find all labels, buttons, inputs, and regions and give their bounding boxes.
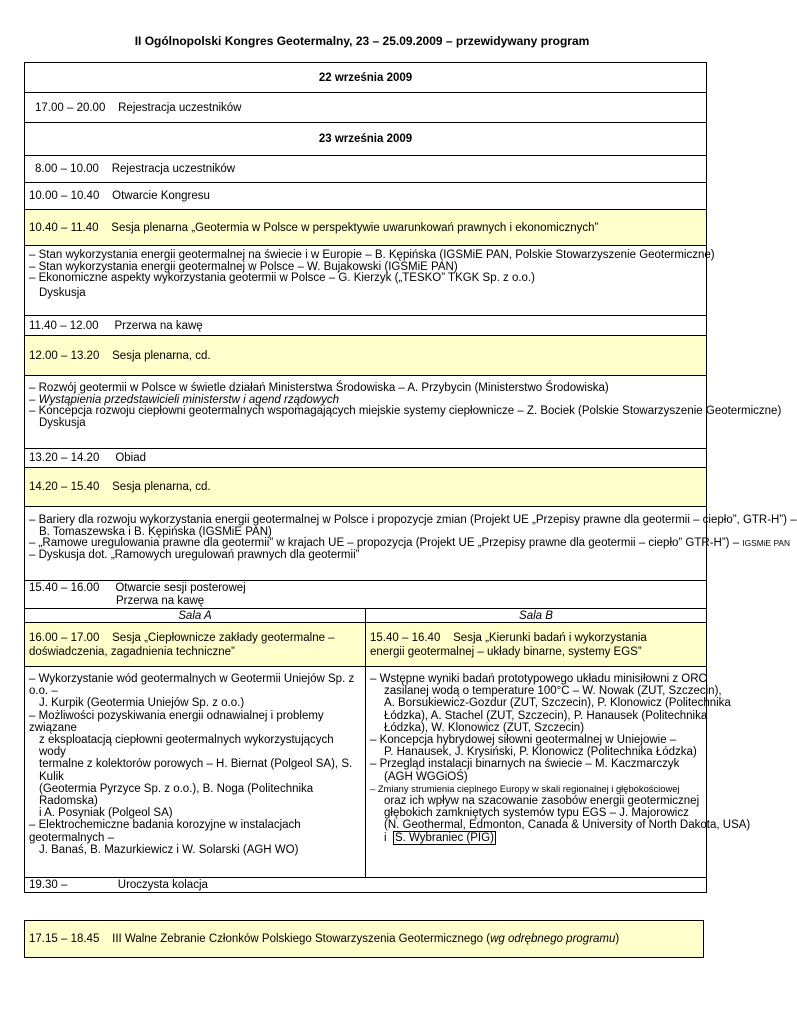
list-item: Dyskusja — [39, 286, 86, 299]
session2-time: 12.00 – 13.20 — [29, 349, 100, 362]
list-item: głębokich zamkniętych systemów typu EGS – J. Majorowicz — [384, 807, 689, 820]
list-item: – Stan wykorzystania energii geotermalnej na świecie i w Europie – B. Kępińska (IGSMiE PAN, Polskie Stowarzyszenie Geotermiczne) — [29, 249, 715, 261]
list-item: – Wystąpienia przedstawicieli ministerstw i agend rządowych — [29, 393, 339, 406]
session3-row — [25, 468, 707, 507]
list-item-org: IGSMiE PAN — [742, 538, 791, 549]
assembly-label-end: ) — [615, 933, 620, 945]
sala-b-label: Sesja „Kierunki badań i wykorzystania — [453, 631, 647, 644]
list-item: i A. Posyniak (Polgeol SA) — [39, 807, 173, 820]
day2-reg-label: Rejestracja uczestników — [111, 163, 236, 175]
sala-a-session — [25, 623, 366, 667]
dinner-label: Uroczysta kolacja — [117, 879, 208, 891]
page-title: II Ogólnopolski Kongres Geotermalny, 23 – 25.09.2009 – przewidywany program — [134, 34, 590, 48]
sala-a-header: Sala A — [25, 609, 366, 623]
list-item: P. Hanausek, J. Krysiński, P. Klonowicz (Politechnika Łódzka) — [384, 746, 697, 759]
list-item: Dyskusja — [39, 416, 86, 429]
day2-reg-time: 8.00 – 10.00 — [35, 163, 99, 175]
list-item: – Wstępne wyniki badań prototypowego układu minisiłowni z ORC — [370, 673, 707, 685]
day2-registration-row — [25, 156, 707, 183]
day2-date: 23 września 2009 — [25, 123, 707, 156]
session2-row — [25, 336, 707, 376]
session3-items — [25, 507, 797, 581]
opening-row — [25, 183, 707, 210]
poster-time: 15.40 – 16.00 — [29, 581, 100, 594]
sala-b-label-cont: energii geotermalnej – układy binarne, systemy EGS” — [370, 645, 642, 658]
list-item: (N. Geothermal, Edmonton, Canada & University of North Dakota, USA) — [384, 819, 751, 832]
session3-label: Sesja plenarna, cd. — [112, 481, 211, 493]
list-item-text: – „Ramowe uregulowania prawne dla geotermii” w krajach UE – propozycja (Projekt UE „Przepisy prawne dla geotermii – ciepło” GTR-H”) – — [29, 537, 740, 550]
list-item: – Bariery dla rozwoju wykorzystania energii geotermalnej w Polsce i propozycje zmian (Projekt UE „Przepisy prawne dla geotermii – ciepło”, GTR-H”) – — [29, 514, 797, 526]
dinner-row — [25, 878, 707, 893]
sala-b-session — [366, 623, 707, 667]
list-item: B. Tomaszewska i B. Kępińska (IGSMiE PAN) — [39, 525, 272, 538]
day1-reg-label: Rejestracja uczestników — [118, 101, 242, 114]
session1-items — [25, 246, 715, 316]
assembly-time: 17.15 – 18.45 — [29, 933, 100, 945]
day1-date: 22 września 2009 — [25, 63, 707, 93]
session1-row — [25, 210, 707, 246]
day1-reg-time: 17.00 – 20.00 — [35, 101, 106, 114]
session1-time: 10.40 – 11.40 — [29, 221, 99, 234]
list-item: oraz ich wpływ na szacowanie zasobów energii geotermicznej — [384, 795, 700, 808]
list-item: – Rozwój geotermii w Polsce w świetle działań Ministerstwa Środowiska – A. Przybycin (Ministerstwo Środowiska) — [29, 382, 609, 394]
list-item: Łódzka), W. Klonowicz (ZUT, Szczecin) — [384, 721, 585, 734]
poster-label: Otwarcie sesji posterowej — [115, 581, 246, 594]
session1-label: Sesja plenarna „Geotermia w Polsce w perspektywie uwarunkowań prawnych i ekonomicznych” — [111, 221, 599, 234]
general-assembly-row — [24, 920, 704, 958]
poster-break-label: Przerwa na kawę — [116, 594, 205, 607]
sala-a-label: Sesja „Ciepłownicze zakłady geotermalne – — [112, 631, 335, 644]
list-item: – Zmiany strumienia cieplnego Europy w skali regionalnej i głębokościowej — [370, 782, 680, 794]
break1-label: Przerwa na kawę — [114, 319, 203, 332]
sala-a-items — [25, 667, 366, 878]
break1-time: 11.40 – 12.00 — [29, 319, 99, 332]
sala-a-time: 16.00 – 17.00 — [29, 631, 100, 644]
program-table — [24, 62, 797, 893]
break1-row — [25, 316, 707, 336]
sala-a-label-cont: doświadczenia, zagadnienia techniczne” — [29, 645, 235, 658]
boxed-author: S. Wybraniec (PIG) — [394, 831, 494, 844]
lunch-time: 13.20 – 14.20 — [29, 452, 100, 464]
sala-b-time: 15.40 – 16.40 — [370, 631, 441, 644]
opening-time: 10.00 – 10.40 — [29, 190, 100, 202]
list-item: A. Borsukiewicz-Gozdur (ZUT, Szczecin), P. Klonowicz (Politechnika — [384, 697, 731, 710]
session3-time: 14.20 – 15.40 — [29, 481, 100, 493]
list-item — [370, 832, 702, 844]
list-item: – Stan wykorzystania energii geotermalnej w Polsce – W. Bujakowski (IGSMiE PAN) — [29, 260, 458, 273]
list-item: Łódzka), A. Stachel (ZUT, Szczecin), P. Hanausek (Politechnika — [384, 709, 708, 722]
list-item: – Koncepcja hybrydowej siłowni geotermalnej w Uniejowie – — [370, 734, 677, 747]
list-item: – Ekonomiczne aspekty wykorzystania geotermii w Polsce – G. Kierzyk („TESKO” TKGK Sp. z o.o.) — [29, 272, 535, 285]
list-item: J. Kurpik (Geotermia Uniejów Sp. z o.o.) — [39, 697, 245, 710]
list-item: – Dyskusja dot. „Ramowych uregulowań prawnych dla geotermii” — [29, 548, 360, 561]
opening-label: Otwarcie Kongresu — [112, 190, 210, 202]
assembly-note: wg odrębnego programu — [490, 933, 616, 945]
poster-row — [25, 581, 707, 609]
sala-b-items — [366, 667, 751, 878]
list-item: – Koncepcja rozwoju ciepłowni geotermalnych wspomagających miejskie systemy ciepłownicze – Z. Bociek (Polskie Stowarzyszenie Geotermiczne) — [29, 405, 782, 418]
session2-label: Sesja plenarna, cd. — [112, 349, 211, 362]
assembly-label: III Walne Zebranie Członków Polskiego Stowarzyszenia Geotermicznego ( — [112, 933, 491, 945]
sala-b-header: Sala B — [366, 609, 707, 623]
list-item: zasilanej wodą o temperature 100°C – W. Nowak (ZUT, Szczecin), — [384, 685, 722, 698]
session2-items — [25, 376, 782, 449]
list-item-prefix: i — [384, 831, 387, 844]
lunch-row — [25, 449, 707, 468]
list-item: – Elektrochemiczne badania korozyjne w instalacjach geotermalnych – — [29, 819, 301, 844]
list-item: (Geotermia Pyrzyce Sp. z o.o.), B. Noga (Politechnika Radomska) — [39, 782, 314, 808]
list-item: (AGH WGGiOŚ) — [384, 770, 468, 783]
list-item: J. Banaś, B. Mazurkiewicz i W. Solarski (AGH WO) — [39, 843, 299, 856]
list-item: termalne z kolektorów porowych – H. Biernat (Polgeol SA), S. Kulik — [39, 758, 353, 783]
dinner-time: 19.30 – — [29, 879, 68, 891]
list-item: – Możliwości pozyskiwania energii odnawialnej i problemy związane — [29, 709, 324, 734]
day1-registration-row — [25, 93, 707, 123]
list-item: – Wykorzystanie wód geotermalnych w Geotermii Uniejów Sp. z o.o. – — [29, 673, 355, 698]
list-item: – Przegląd instalacji binarnych na świecie – M. Kaczmarczyk — [370, 758, 680, 771]
lunch-label: Obiad — [115, 452, 147, 464]
list-item: z eksploatacją ciepłowni geotermalnych wykorzystujących wody — [39, 734, 334, 759]
